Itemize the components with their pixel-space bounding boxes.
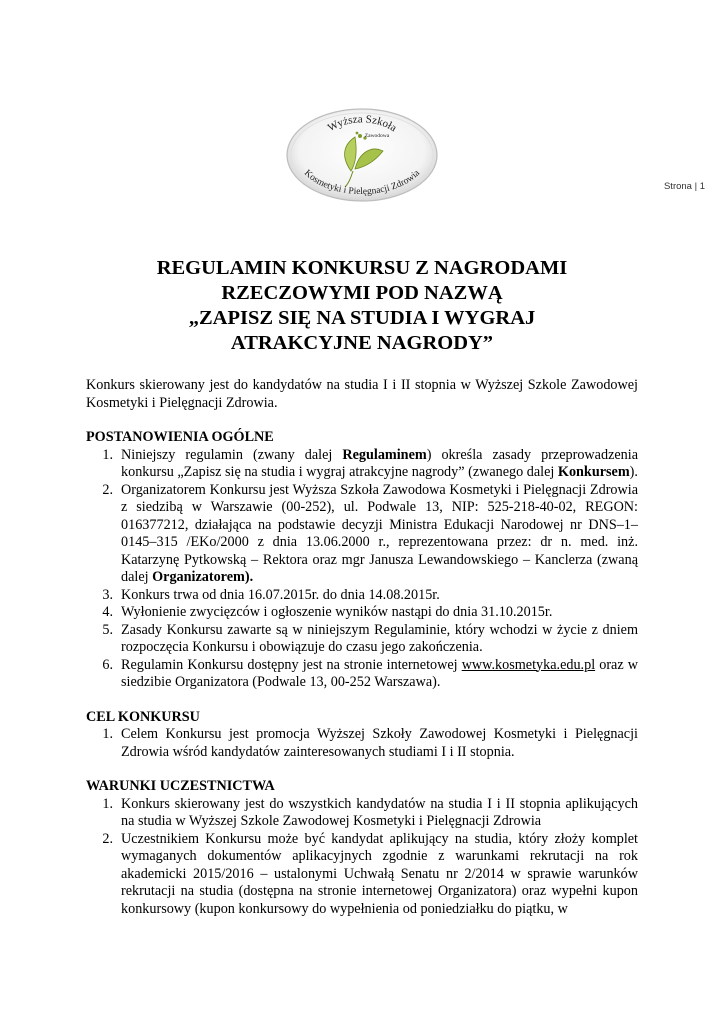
document-title — [86, 256, 638, 356]
logo-text-top: Wyższa Szkoła — [325, 113, 399, 135]
item-text: Konkurs skierowany jest do wszystkich kandydatów na studia I i II stopnia aplikujących na studia w Wyższej Szkole Zawodowej Kosmetyki i Pielęgnacji Zdrowia — [121, 795, 638, 829]
document-body — [86, 377, 638, 918]
item-text: Zasady Konkursu zawarte są w niniejszym Regulaminie, który wchodzi w życie z dniem rozpoczęcia Konkursu i obowiązuje do czasu jego zakończenia. — [121, 621, 638, 655]
item-text: Uczestnikiem Konkursu może być kandydat aplikujący na studia, który złoży komplet wymaganych dokumentów aplikacyjnych zgodnie z warunkami rekrutacji na rok akademicki 2015/2016 – ustalonymi Uchwałą Senatu nr 2/2014 w sprawie warunków rekrutacji na studia (dostępna na stronie internetowej Organizatora) oraz wypełni kupon konkursowy (kupon konkursowy do wypełnienia od poniedziałku do piątku, w — [121, 830, 638, 917]
item-text: Regulamin Konkursu dostępny jest na stronie internetowej www.kosmetyka.edu.pl oraz w siedzibie Organizatora (Podwale 13, 00-252 Warszawa). — [121, 656, 638, 690]
item-text: Konkurs trwa od dnia 16.07.2015r. do dnia 14.08.2015r. — [121, 586, 440, 603]
list-item — [86, 447, 638, 482]
item-number: 2. — [102, 481, 113, 498]
list-item — [86, 622, 638, 657]
list-item — [86, 796, 638, 831]
item-number: 1. — [102, 446, 113, 463]
school-logo — [285, 107, 439, 203]
section-heading-goal: CEL KONKURSU — [86, 708, 200, 725]
list-item — [86, 482, 638, 587]
goal-list — [86, 726, 638, 761]
conditions-list — [86, 796, 638, 919]
title-line: ATRAKCYJNE NAGRODY” — [230, 332, 494, 354]
item-text: Organizatorem Konkursu jest Wyższa Szkoła Zawodowa Kosmetyki i Pielęgnacji Zdrowia z siedzibą w Warszawie (00-252), ul. Podwale 13, NIP: 525-218-40-02, REGON: 016377212, działająca na podstawie decyzji Ministra Edukacji Narodowej nr DNS–1–0145–315 /EKo/2000 z dnia 13.06.2000 r., reprezentowana przez: dr n. med. inż. Katarzynę Pytkowską – Rektora oraz mgr Janusza Lewandowskiego – Kanclerza (zwaną dalej Organizatorem). — [121, 481, 638, 585]
intro-paragraph: Konkurs skierowany jest do kandydatów na studia I i II stopnia w Wyższej Szkole Zawodowej Kosmetyki i Pielęgnacji Zdrowia. — [86, 377, 638, 411]
item-number: 1. — [102, 795, 113, 812]
logo-text-bottom: Kosmetyki i Pielęgnacji Zdrowia — [301, 168, 422, 198]
item-number: 5. — [102, 621, 113, 638]
item-number: 4. — [102, 604, 113, 620]
item-number: 2. — [102, 830, 113, 847]
item-text: Wyłonienie zwycięzców i ogłoszenie wyników nastąpi do dnia 31.10.2015r. — [121, 604, 553, 620]
page-number-label: Strona | 1 — [663, 181, 705, 192]
title-line: RZECZOWYMI POD NAZWĄ — [221, 282, 503, 304]
item-number: 6. — [102, 656, 113, 673]
list-item — [86, 657, 638, 692]
general-list — [86, 447, 638, 692]
section-heading-conditions: WARUNKI UCZESTNICTWA — [86, 778, 275, 794]
list-item — [86, 726, 638, 761]
list-item — [86, 587, 638, 605]
section-heading-general: POSTANOWIENIA OGÓLNE — [86, 429, 274, 445]
title-line: „ZAPISZ SIĘ NA STUDIA I WYGRAJ — [188, 307, 536, 329]
list-item — [86, 604, 638, 622]
list-item — [86, 831, 638, 919]
item-text: Celem Konkursu jest promocja Wyższej Szkoły Zawodowej Kosmetyki i Pielęgnacji Zdrowia wśród kandydatów zainteresowanych studiami I i II stopnia. — [121, 726, 638, 760]
item-text: Niniejszy regulamin (zwany dalej Regulaminem) określa zasady przeprowadzenia konkursu „Zapisz się na studia i wygraj atrakcyjne nagrody” (zwanego dalej Konkursem). — [121, 446, 638, 480]
item-number: 1. — [102, 726, 113, 742]
title-line: REGULAMIN KONKURSU Z NAGRODAMI — [156, 257, 568, 279]
website-link[interactable]: www.kosmetyka.edu.pl — [461, 656, 596, 673]
item-number: 3. — [102, 586, 113, 603]
logo-text-sub: Zawodowa — [364, 133, 390, 139]
